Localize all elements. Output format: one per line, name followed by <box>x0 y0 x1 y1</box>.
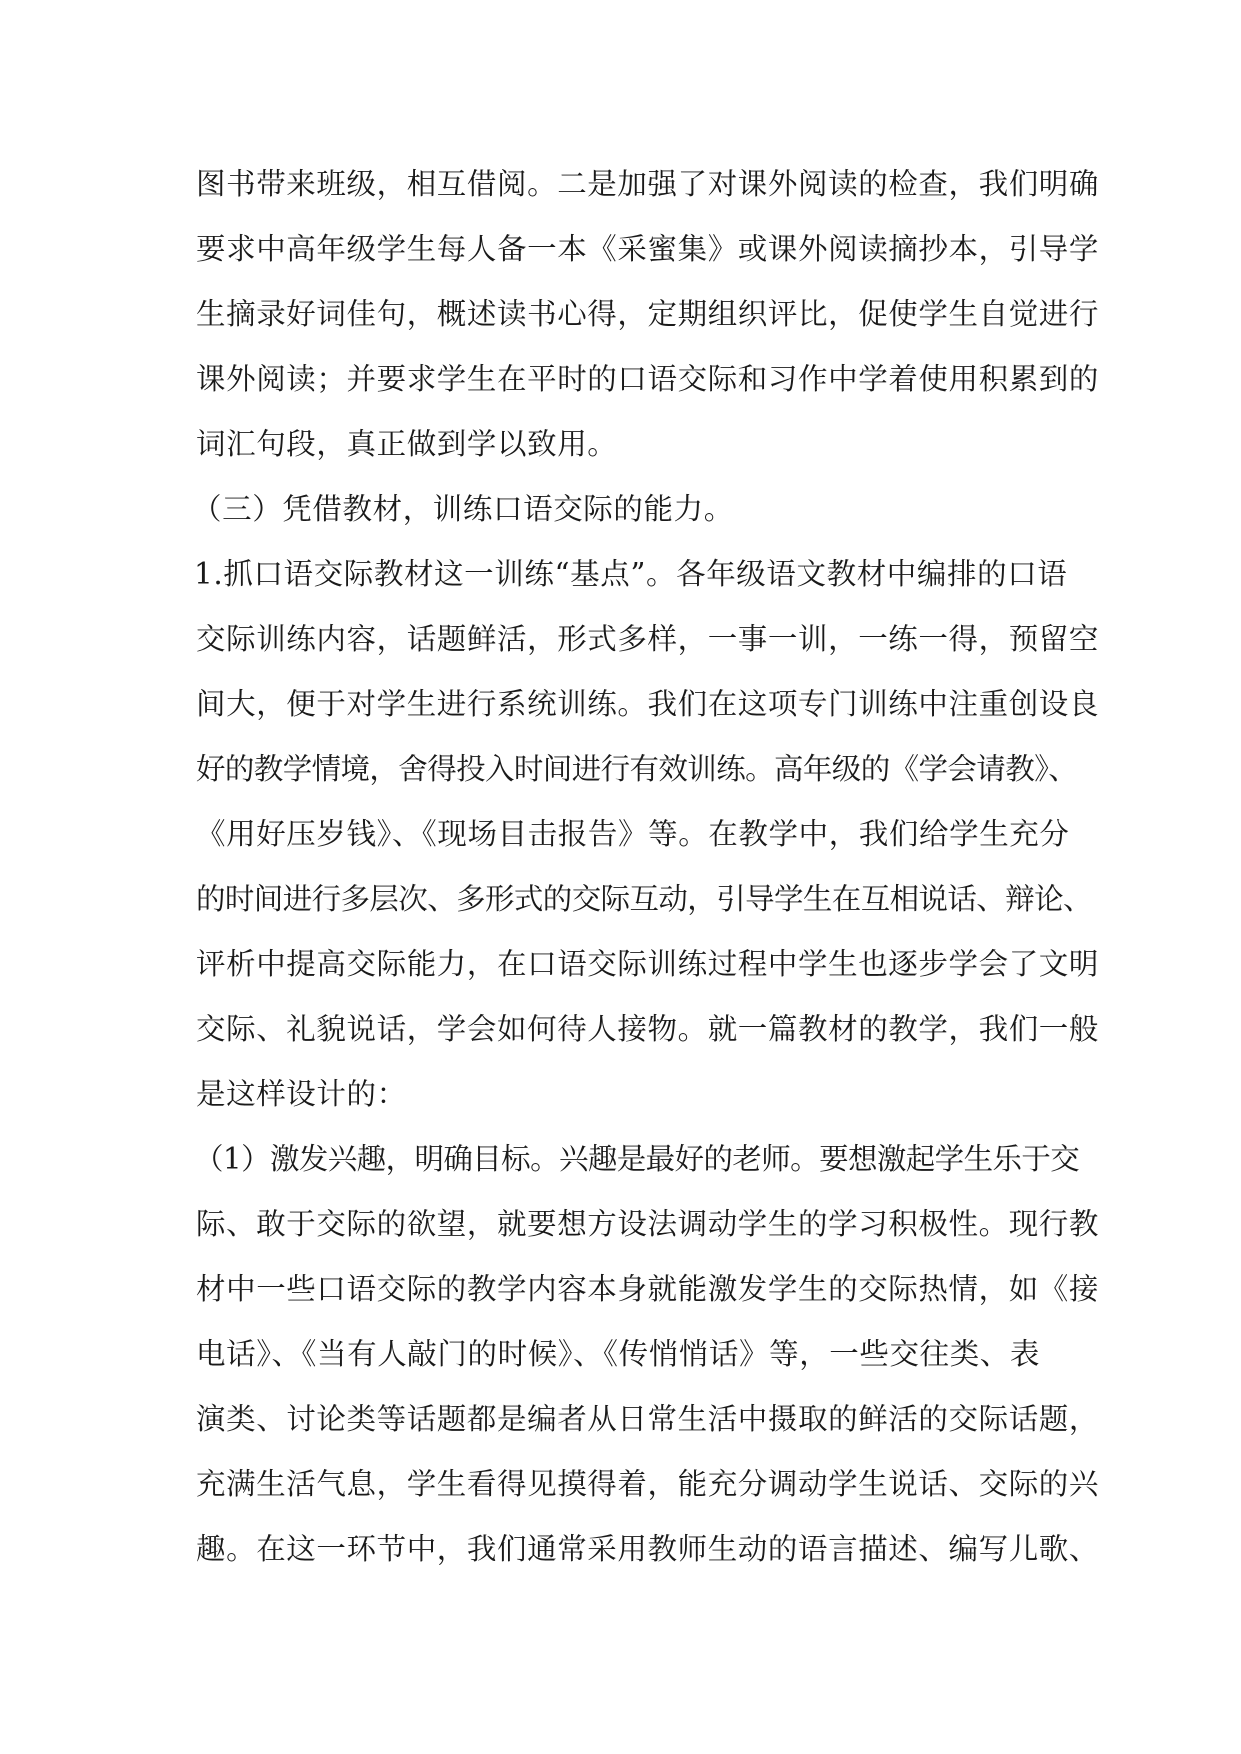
body-text-line: 电话》、《当有人敲门的时候》、《传悄悄话》等，一些交往类、表 <box>196 1337 1041 1371</box>
body-text-line: 演类、讨论类等话题都是编者从日常生活中摄取的鲜活的交际话题， <box>196 1402 1100 1436</box>
body-text-line: 要求中高年级学生每人备一本《采蜜集》或课外阅读摘抄本，引导学 <box>196 232 1100 266</box>
section-heading: （三）凭借教材，训练口语交际的能力。 <box>192 492 734 526</box>
body-text-line: 交际、礼貌说话，学会如何待人接物。就一篇教材的教学，我们一般 <box>196 1012 1100 1046</box>
body-text-line: 评析中提高交际能力，在口语交际训练过程中学生也逐步学会了文明 <box>196 947 1100 981</box>
body-text-line: 词汇句段，真正做到学以致用。 <box>196 427 618 461</box>
body-text-line: 《用好压岁钱》、《现场目击报告》等。在教学中，我们给学生充分 <box>196 817 1070 851</box>
numbered-item-line: （1）激发兴趣，明确目标。兴趣是最好的老师。要想激起学生乐于交 <box>194 1142 1080 1176</box>
body-text-line: 交际训练内容，话题鲜活，形式多样，一事一训，一练一得，预留空 <box>196 622 1100 656</box>
body-text-line: 际、敢于交际的欲望，就要想方设法调动学生的学习积极性。现行教 <box>196 1207 1100 1241</box>
body-text-line: 趣。在这一环节中，我们通常采用教师生动的语言描述、编写儿歌、 <box>196 1532 1100 1566</box>
body-text-line: 图书带来班级，相互借阅。二是加强了对课外阅读的检查，我们明确 <box>196 167 1100 201</box>
body-text-line: 充满生活气息，学生看得见摸得着，能充分调动学生说话、交际的兴 <box>196 1467 1100 1501</box>
body-text-line: 课外阅读；并要求学生在平时的口语交际和习作中学着使用积累到的 <box>196 362 1100 396</box>
body-text-line: 材中一些口语交际的教学内容本身就能激发学生的交际热情，如《接 <box>196 1272 1100 1306</box>
body-text-line: 好的教学情境，舍得投入时间进行有效训练。高年级的《学会请教》、 <box>196 752 1078 786</box>
body-text-line: 是这样设计的： <box>196 1077 407 1111</box>
body-text-line: 生摘录好词佳句，概述读书心得，定期组织评比，促使学生自觉进行 <box>196 297 1100 331</box>
body-text-line: 间大，便于对学生进行系统训练。我们在这项专门训练中注重创设良 <box>196 687 1100 721</box>
body-text-line: 的时间进行多层次、多形式的交际互动，引导学生在互相说话、辩论、 <box>196 882 1092 916</box>
numbered-paragraph-line: 1.抓口语交际教材这一训练“基点”。各年级语文教材中编排的口语 <box>194 557 1068 591</box>
